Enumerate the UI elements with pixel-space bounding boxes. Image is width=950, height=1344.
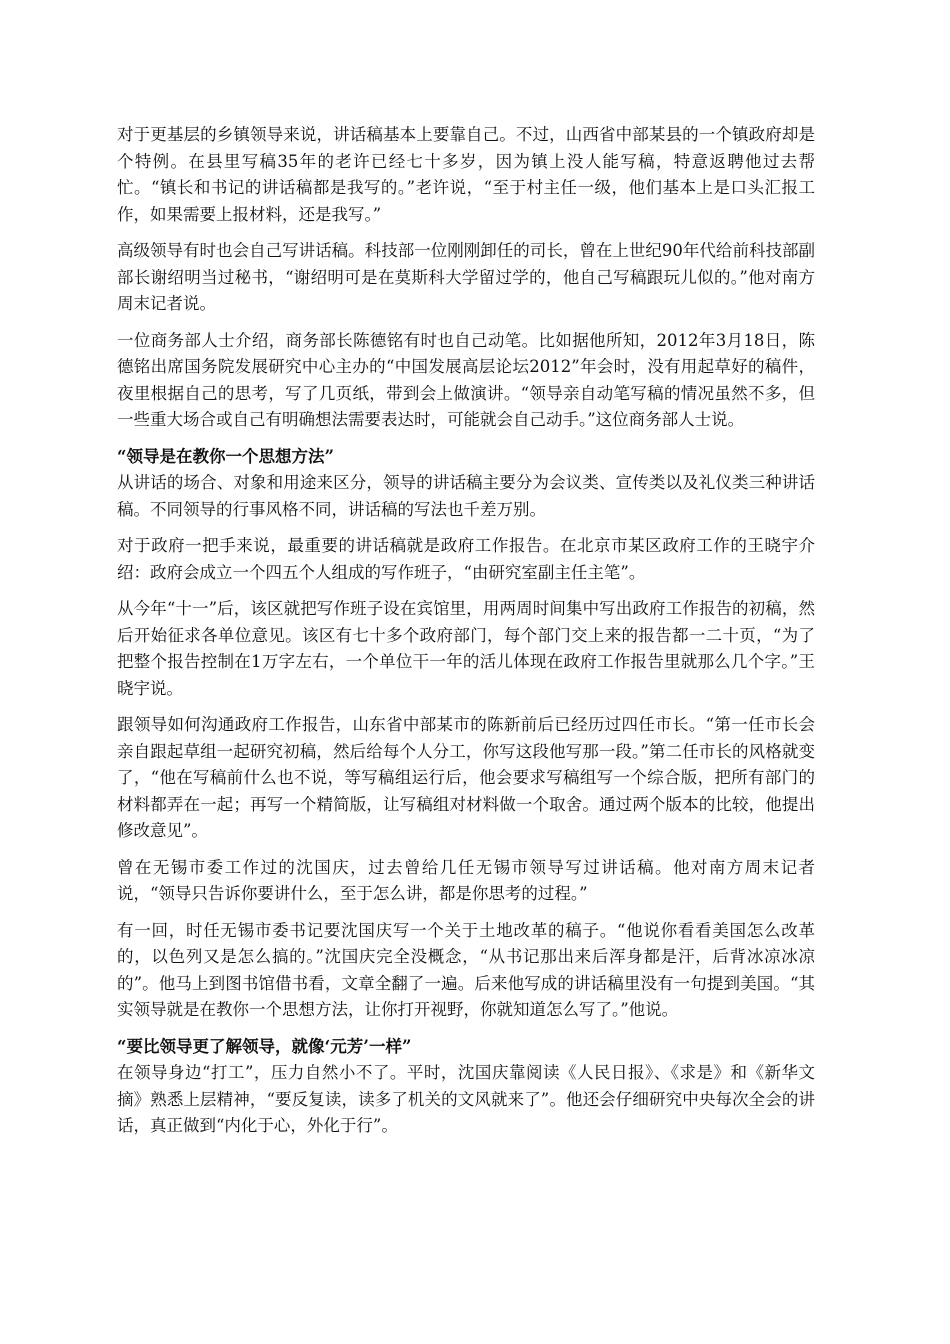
section-heading: “领导是在教你一个思想方法” — [117, 446, 334, 466]
article-body — [117, 122, 815, 1150]
section-heading: “要比领导更了解领导，就像‘元芳’一样” — [117, 1036, 412, 1056]
paragraph: 跟领导如何沟通政府工作报告，山东省中部某市的陈新前后已经历过四任市长。“第一任市长会亲自跟起草组一起研究初稿，然后给每个人分工，你写这段他写那一段。”第二任市长的风格就变了，“他在写稿前什么也不说，等写稿组运行后，他会要求写稿组写一个综合版，把所有部门的材料都弄在一起；再写一个精简版，让写稿组对材料做一个取舍。通过两个版本的比较，他提出修改意见”。 — [117, 715, 815, 840]
paragraph: 在领导身边“打工”，压力自然小不了。平时，沈国庆靠阅读《人民日报》、《求是》和《新华文摘》熟悉上层精神，“要反复读，读多了机关的文风就来了”。他还会仔细研究中央每次全会的讲话，真正做到“内化于心，外化于行”。 — [117, 1063, 815, 1135]
paragraph: 有一回，时任无锡市委书记要沈国庆写一个关于土地改革的稿子。“他说你看看美国怎么改革的，以色列又是怎么搞的。”沈国庆完全没概念，“从书记那出来后浑身都是汗，后背冰凉冰凉的”。他马上到图书馆借书看，文章全翻了一遍。后来他写成的讲话稿里没有一句提到美国。“其实领导就是在教你一个思想方法，让你打开视野，你就知道怎么写了。”他说。 — [117, 920, 815, 1019]
paragraph: 一位商务部人士介绍，商务部长陈德铭有时也自己动笔。比如据他所知，2012年3月18日，陈德铭出席国务院发展研究中心主办的“中国发展高层论坛2012”年会时，没有用起草好的稿件，夜里根据自己的思考，写了几页纸，带到会上做演讲。“领导亲自动笔写稿的情况虽然不多，但一些重大场合或自己有明确想法需要表达时，可能就会自己动手。”这位商务部人士说。 — [117, 330, 815, 429]
paragraph: 曾在无锡市委工作过的沈国庆，过去曾给几任无锡市领导写过讲话稿。他对南方周末记者说，“领导只告诉你要讲什么，至于怎么讲，都是你思考的过程。” — [117, 857, 815, 903]
paragraph: 高级领导有时也会自己写讲话稿。科技部一位刚刚卸任的司长，曾在上世纪90年代给前科技部副部长谢绍明当过秘书，“谢绍明可是在莫斯科大学留过学的，他自己写稿跟玩儿似的。”他对南方周末记者说。 — [117, 241, 815, 313]
paragraph: 对于更基层的乡镇领导来说，讲话稿基本上要靠自己。不过，山西省中部某县的一个镇政府却是个特例。在县里写稿35年的老许已经七十多岁，因为镇上没人能写稿，特意返聘他过去帮忙。“镇长和书记的讲话稿都是我写的。”老许说，“至于村主任一级，他们基本上是口头汇报工作，如果需要上报材料，还是我写。” — [117, 125, 815, 224]
paragraph: 从讲话的场合、对象和用途来区分，领导的讲话稿主要分为会议类、宣传类以及礼仪类三种讲话稿。不同领导的行事风格不同，讲话稿的写法也千差万别。 — [117, 473, 815, 519]
paragraph: 从今年“十一”后，该区就把写作班子设在宾馆里，用两周时间集中写出政府工作报告的初稿，然后开始征求各单位意见。该区有七十多个政府部门，每个部门交上来的报告都一二十页，“为了把整个报告控制在1万字左右，一个单位干一年的活儿体现在政府工作报告里就那么几个字。”王晓宇说。 — [117, 599, 815, 698]
paragraph: 对于政府一把手来说，最重要的讲话稿就是政府工作报告。在北京市某区政府工作的王晓宇介绍：政府会成立一个四五个人组成的写作班子，“由研究室副主任主笔”。 — [117, 536, 815, 582]
